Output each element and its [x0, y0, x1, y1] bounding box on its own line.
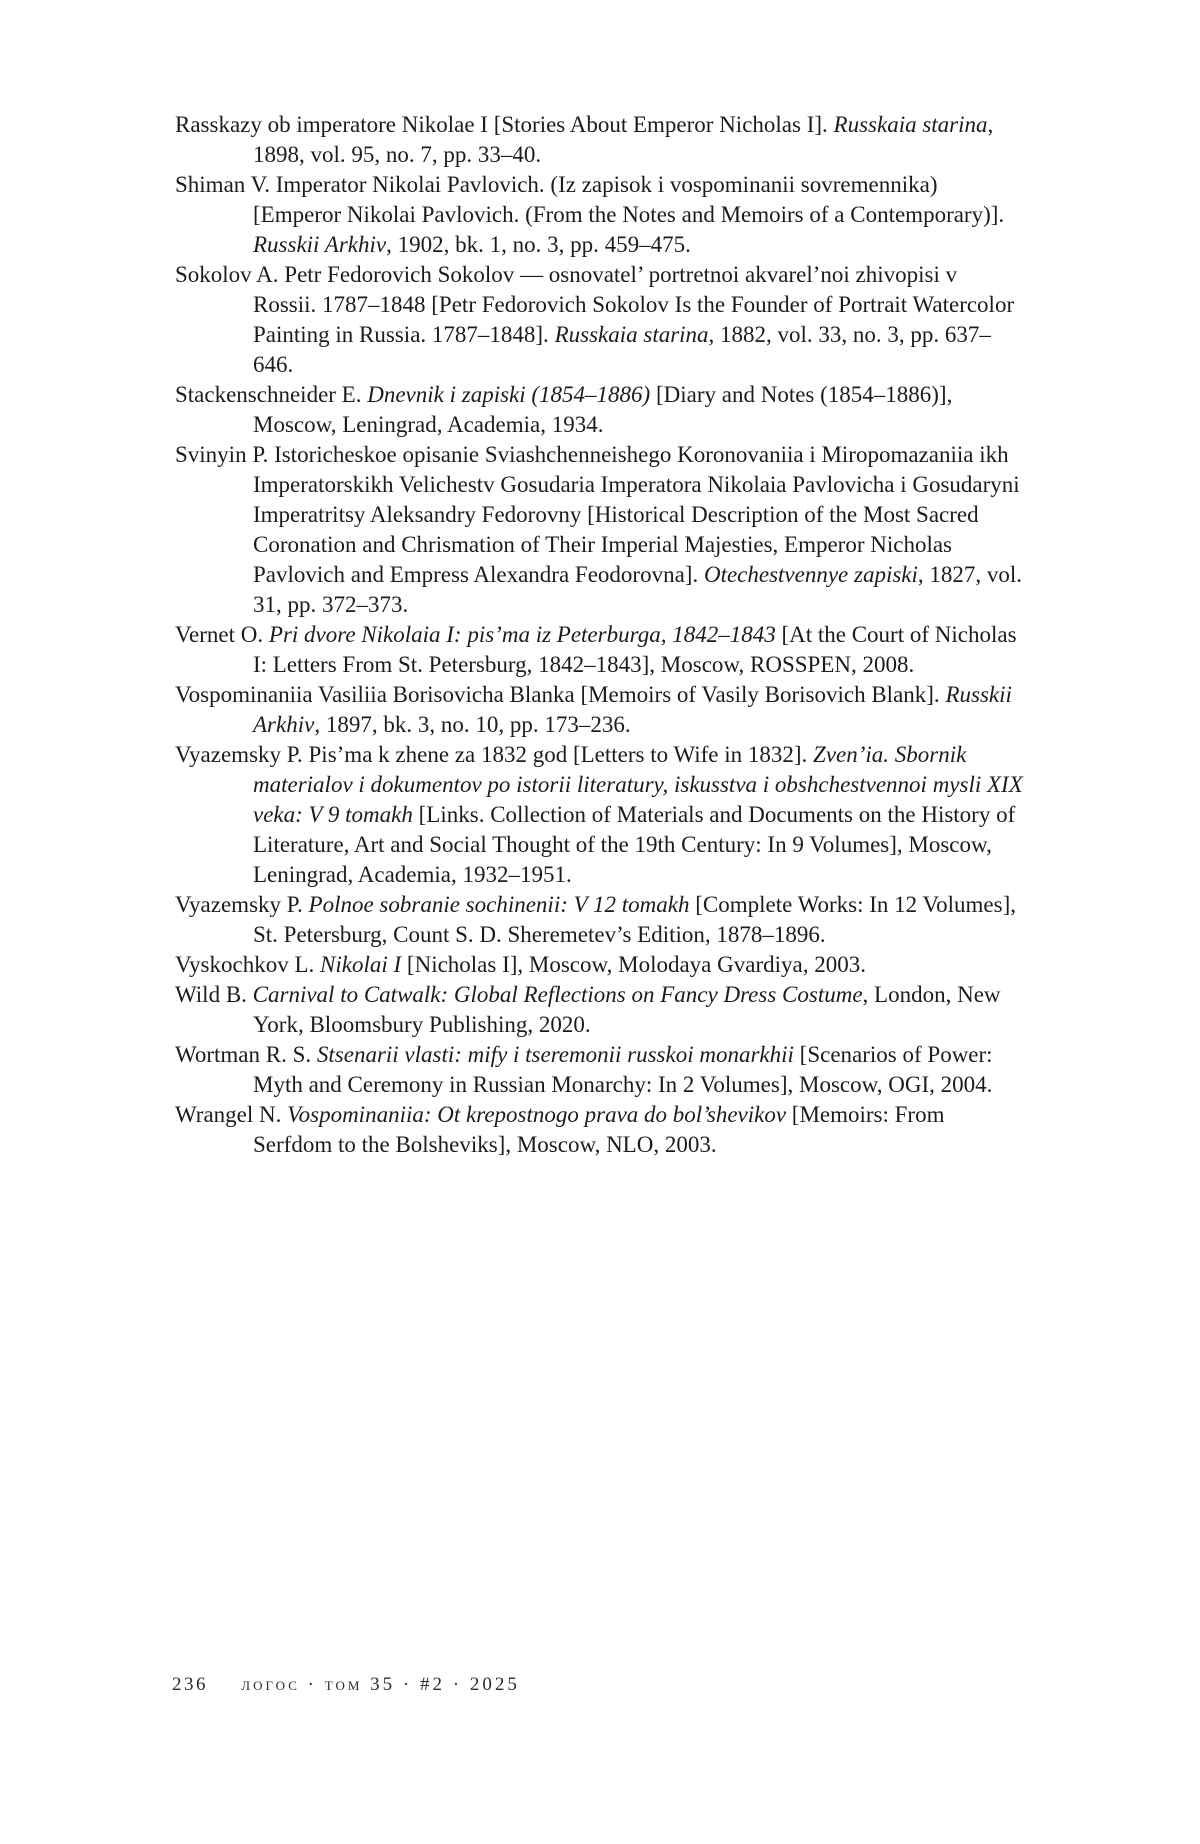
reference-text: , 1898, vol. 95, no. 7, pp. 33–40.: [253, 112, 994, 167]
page-footer: [172, 1674, 520, 1696]
reference-title-italic: Russkaia starina: [833, 112, 988, 137]
reference-entry: [175, 1100, 1026, 1160]
reference-text: [At the Court of Nicholas I: Letters From St. Petersburg, 1842–1843], Moscow, ROSSPEN, 2008.: [253, 622, 1017, 677]
reference-text: , 1827, vol. 31, pp. 372–373.: [253, 562, 1023, 617]
reference-text: Wortman R. S.: [175, 1042, 317, 1067]
reference-text: Sokolov A. Petr Fedorovich Sokolov — osnovatel’ portretnoi akvarel’noi zhivopisi v Rossii. 1787–1848 [Petr Fedorovich Sokolov Is the Founder of Portrait Watercolor Painting in Russia. 1787–1848].: [175, 262, 1015, 347]
journal-running-footer: логос · том 35 · #2 · 2025: [241, 1674, 520, 1695]
reference-text: Shiman V. Imperator Nikolai Pavlovich. (Iz zapisok i vospominanii sovremennika) [Emperor Nikolai Pavlovich. (From the Notes and Memoirs of a Contemporary)].: [175, 172, 1005, 227]
reference-entry: [175, 440, 1026, 620]
reference-text: [Diary and Notes (1854–1886)], Moscow, Leningrad, Academia, 1934.: [253, 382, 953, 437]
reference-entry: [175, 620, 1026, 680]
reference-text: Rasskazy ob imperatore Nikolae I [Stories About Emperor Nicholas I].: [175, 112, 834, 137]
reference-text: Vyazemsky P. Pis’ma k zhene za 1832 god [Letters to Wife in 1832].: [175, 742, 814, 767]
reference-title-italic: Russkaia starina: [554, 322, 709, 347]
reference-text: [Links. Collection of Materials and Documents on the History of Literature, Art and Social Thought of the 19th Century: In 9 Volumes], Moscow, Leningrad, Academia, 1932–1951.: [253, 802, 1016, 887]
reference-title-italic: Carnival to Catwalk: Global Reflections on Fancy Dress Costume: [252, 982, 863, 1007]
reference-title-italic: Polnoe sobranie sochinenii: V 12 tomakh: [308, 892, 690, 917]
reference-text: , 1902, bk. 1, no. 3, pp. 459–475.: [386, 232, 691, 257]
reference-text: [Complete Works: In 12 Volumes], St. Petersburg, Count S. D. Sheremetev’s Edition, 1878–1896.: [253, 892, 1016, 947]
reference-text: Vospominaniia Vasiliia Borisovicha Blanka [Memoirs of Vasily Borisovich Blank].: [175, 682, 946, 707]
reference-text: Vyskochkov L.: [175, 952, 321, 977]
reference-entry: [175, 170, 1026, 260]
reference-entry: [175, 110, 1026, 170]
reference-title-italic: Russkii Arkhiv: [253, 232, 387, 257]
page-number: 236: [172, 1674, 208, 1695]
reference-title-italic: Nikolai I: [320, 952, 402, 977]
reference-entry: [175, 380, 1026, 440]
reference-title-italic: Stsenarii vlasti: mify i tseremonii russkoi monarkhii: [316, 1042, 794, 1067]
reference-text: Wrangel N.: [175, 1102, 288, 1127]
reference-title-italic: Vospominaniia: Ot krepostnogo prava do bol’shevikov: [287, 1102, 787, 1127]
reference-text: [Memoirs: From Serfdom to the Bolsheviks], Moscow, NLO, 2003.: [253, 1102, 945, 1157]
reference-text: , 1897, bk. 3, no. 10, pp. 173–236.: [314, 712, 631, 737]
reference-entry: [175, 980, 1026, 1040]
reference-entry: [175, 260, 1026, 380]
reference-text: Svinyin P. Istoricheskoe opisanie Sviashchenneishego Koronovaniia i Miropomazaniia ikh Imperatorskikh Velichestv Gosudaria Imperatora Nikolaia Pavlovicha i Gosudaryni Imperatritsy Aleksandry Fedorovny [Historical Description of the Most Sacred Coronation and Chrismation of Their Imperial Majesties, Emperor Nicholas Pavlovich and Empress Alexandra Feodorovna].: [175, 442, 1020, 587]
reference-text: [Nicholas I], Moscow, Molodaya Gvardiya, 2003.: [401, 952, 866, 977]
reference-title-italic: Dnevnik i zapiski (1854–1886): [367, 382, 651, 407]
reference-title-italic: Otechestvennye zapiski: [703, 562, 918, 587]
reference-title-italic: Zven’ia. Sbornik materialov i dokumentov po istorii literatury, iskusstva i obshchestvennoi mysli XIX veka: V 9 tomakh: [253, 742, 1023, 827]
reference-title-italic: Russkii Arkhiv: [253, 682, 1012, 737]
reference-entry: [175, 950, 1026, 980]
reference-entry: [175, 1040, 1026, 1100]
reference-text: [Scenarios of Power: Myth and Ceremony in Russian Monarchy: In 2 Volumes], Moscow, OGI, 2004.: [253, 1042, 993, 1097]
reference-text: Vernet O.: [175, 622, 269, 647]
reference-list: [175, 110, 1026, 1160]
reference-text: Wild B.: [175, 982, 253, 1007]
reference-text: , 1882, vol. 33, no. 3, pp. 637–646.: [253, 322, 991, 377]
reference-entry: [175, 890, 1026, 950]
reference-text: , London, New York, Bloomsbury Publishing, 2020.: [253, 982, 1001, 1037]
reference-text: Vyazemsky P.: [175, 892, 309, 917]
reference-text: Stackenschneider E.: [175, 382, 368, 407]
reference-title-italic: Pri dvore Nikolaia I: pis’ma iz Peterburga, 1842–1843: [268, 622, 776, 647]
reference-entry: [175, 680, 1026, 740]
reference-entry: [175, 740, 1026, 890]
